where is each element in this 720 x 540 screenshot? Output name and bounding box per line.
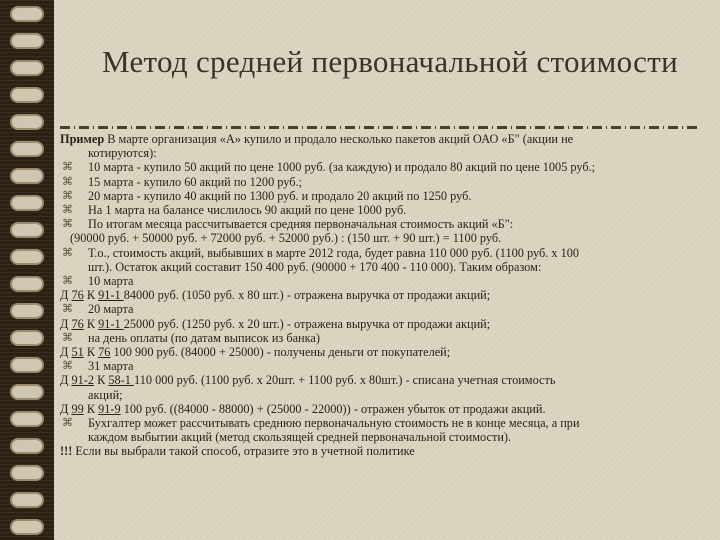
account-code: 91-1 bbox=[98, 288, 124, 303]
text-line bbox=[60, 444, 700, 458]
continuation-line: шт.). Остаток акций составит 150 400 руб. (90000 + 170 400 - 110 000). Таким образом: bbox=[88, 259, 542, 274]
bullet-text: 31 марта bbox=[88, 359, 134, 374]
account-code: 91-9 bbox=[98, 401, 121, 416]
title-divider bbox=[60, 126, 700, 129]
bullet-item bbox=[60, 359, 700, 373]
bullet-icon: ⌘ bbox=[62, 275, 73, 288]
bullet-text: 10 марта - купило 50 акций по цене 1000 руб. (за каждую) и продало 80 акций по цене 1005 руб.; bbox=[88, 160, 596, 175]
text-run: Пример bbox=[60, 132, 108, 146]
binder-ring bbox=[10, 6, 44, 22]
text-run: 100 900 руб. (84000 + 25000) - получены деньги от покупателей; bbox=[110, 345, 451, 360]
text-line bbox=[60, 317, 700, 331]
binder-ring bbox=[10, 492, 44, 508]
continuation-line: акций; bbox=[88, 387, 123, 402]
text-run: 100 руб. ((84000 - 88000) + (25000 - 22000)) - отражен убыток от продажи акций. bbox=[120, 401, 546, 416]
binder-ring bbox=[10, 519, 44, 535]
bullet-item bbox=[60, 274, 700, 288]
bullet-icon: ⌘ bbox=[62, 218, 73, 231]
binder-ring bbox=[10, 114, 44, 130]
bullet-item bbox=[60, 217, 700, 231]
bullet-item bbox=[60, 416, 700, 430]
text-run: !!! bbox=[60, 444, 76, 459]
binder-ring bbox=[10, 60, 44, 76]
account-code: 76 bbox=[98, 345, 111, 360]
text-line bbox=[60, 132, 700, 146]
bullet-icon: ⌘ bbox=[62, 246, 73, 259]
binder-ring bbox=[10, 141, 44, 157]
binder-ring bbox=[10, 303, 44, 319]
bullet-item bbox=[60, 189, 700, 203]
text-run: Д bbox=[60, 373, 72, 388]
account-code: 76 bbox=[71, 316, 84, 331]
binder-rings bbox=[10, 0, 44, 540]
binder-ring bbox=[10, 330, 44, 346]
bullet-text: 20 марта bbox=[88, 302, 134, 317]
bullet-text: Т.о., стоимость акций, выбывших в марте 2012 года, будет равна 110 000 руб. (1100 руб. х 100 bbox=[88, 245, 580, 260]
account-code: 91-2 bbox=[71, 373, 95, 388]
account-code: 76 bbox=[71, 288, 84, 303]
bullet-text: 10 марта bbox=[88, 274, 134, 289]
bullet-item bbox=[60, 175, 700, 189]
continuation-line: каждом выбытии акций (метод скользящей средней первоначальной стоимости). bbox=[88, 430, 512, 445]
binder-ring bbox=[10, 384, 44, 400]
text-run: Д bbox=[60, 288, 72, 303]
binder-ring bbox=[10, 87, 44, 103]
bullet-item bbox=[60, 302, 700, 316]
text-run: К bbox=[94, 373, 109, 388]
binder-ring bbox=[10, 357, 44, 373]
text-run: К bbox=[83, 288, 99, 303]
binder-spine bbox=[0, 0, 54, 540]
binder-ring bbox=[10, 195, 44, 211]
text-run: Д bbox=[60, 316, 72, 331]
bullet-text: на день оплаты (по датам выписок из банка) bbox=[88, 330, 320, 345]
text-run: 25000 руб. (1250 руб. х 20 шт.) - отражена выручка от продажи акций; bbox=[123, 316, 491, 331]
text-line bbox=[60, 373, 700, 387]
account-code: 91-1 bbox=[98, 316, 124, 331]
bullet-text: 20 марта - купило 40 акций по 1300 руб. и продало 20 акций по 1250 руб. bbox=[88, 188, 472, 203]
bullet-item bbox=[60, 246, 700, 260]
formula-line: (90000 руб. + 50000 руб. + 72000 руб. + 52000 руб.) : (150 шт. + 90 шт.) = 1100 руб. bbox=[70, 231, 502, 246]
account-code: 58-1 bbox=[108, 373, 134, 388]
binder-ring bbox=[10, 249, 44, 265]
account-code: 99 bbox=[71, 401, 84, 416]
bullet-item bbox=[60, 331, 700, 345]
continuation-line: котируются): bbox=[88, 146, 157, 161]
account-code: 51 bbox=[71, 345, 84, 360]
binder-ring bbox=[10, 222, 44, 238]
slide-body bbox=[60, 132, 700, 459]
text-run: 110 000 руб. (1100 руб. х 20шт. + 1100 руб. х 80шт.) - списана учетная стоимость bbox=[134, 373, 556, 388]
text-run: К bbox=[83, 345, 99, 360]
bullet-icon: ⌘ bbox=[62, 204, 73, 217]
text-run: Если вы выбрали такой способ, отразите это в учетной политике bbox=[75, 444, 415, 459]
slide-title: Метод средней первоначальной стоимости bbox=[102, 44, 678, 79]
binder-ring bbox=[10, 465, 44, 481]
bullet-text: По итогам месяца рассчитывается средняя первоначальная стоимость акций «Б": bbox=[88, 217, 514, 232]
bullet-icon: ⌘ bbox=[62, 303, 73, 316]
text-run: К bbox=[83, 316, 99, 331]
text-run: К bbox=[83, 401, 99, 416]
bullet-icon: ⌘ bbox=[62, 331, 73, 344]
bullet-icon: ⌘ bbox=[62, 189, 73, 202]
binder-ring bbox=[10, 168, 44, 184]
text-line bbox=[60, 402, 700, 416]
bullet-item bbox=[60, 160, 700, 174]
text-line bbox=[60, 288, 700, 302]
binder-ring bbox=[10, 33, 44, 49]
bullet-text: Бухгалтер может рассчитывать среднюю первоначальную стоимость не в конце месяца, а при bbox=[88, 416, 580, 431]
bullet-item bbox=[60, 203, 700, 217]
binder-ring bbox=[10, 411, 44, 427]
bullet-text: 15 марта - купило 60 акций по 1200 руб.; bbox=[88, 174, 303, 189]
bullet-text: На 1 марта на балансе числилось 90 акций по цене 1000 руб. bbox=[88, 203, 407, 218]
bullet-icon: ⌘ bbox=[62, 175, 73, 188]
text-line bbox=[60, 345, 700, 359]
bullet-icon: ⌘ bbox=[62, 161, 73, 174]
binder-ring bbox=[10, 438, 44, 454]
bullet-icon: ⌘ bbox=[62, 417, 73, 430]
text-run: 84000 руб. (1050 руб. х 80 шт.) - отражена выручка от продажи акций; bbox=[123, 288, 491, 303]
text-run: В марте организация «А» купило и продало несколько пакетов акций ОАО «Б" (акции не bbox=[107, 132, 574, 146]
bullet-icon: ⌘ bbox=[62, 360, 73, 373]
binder-ring bbox=[10, 276, 44, 292]
text-run: Д bbox=[60, 401, 72, 416]
text-run: Д bbox=[60, 345, 72, 360]
